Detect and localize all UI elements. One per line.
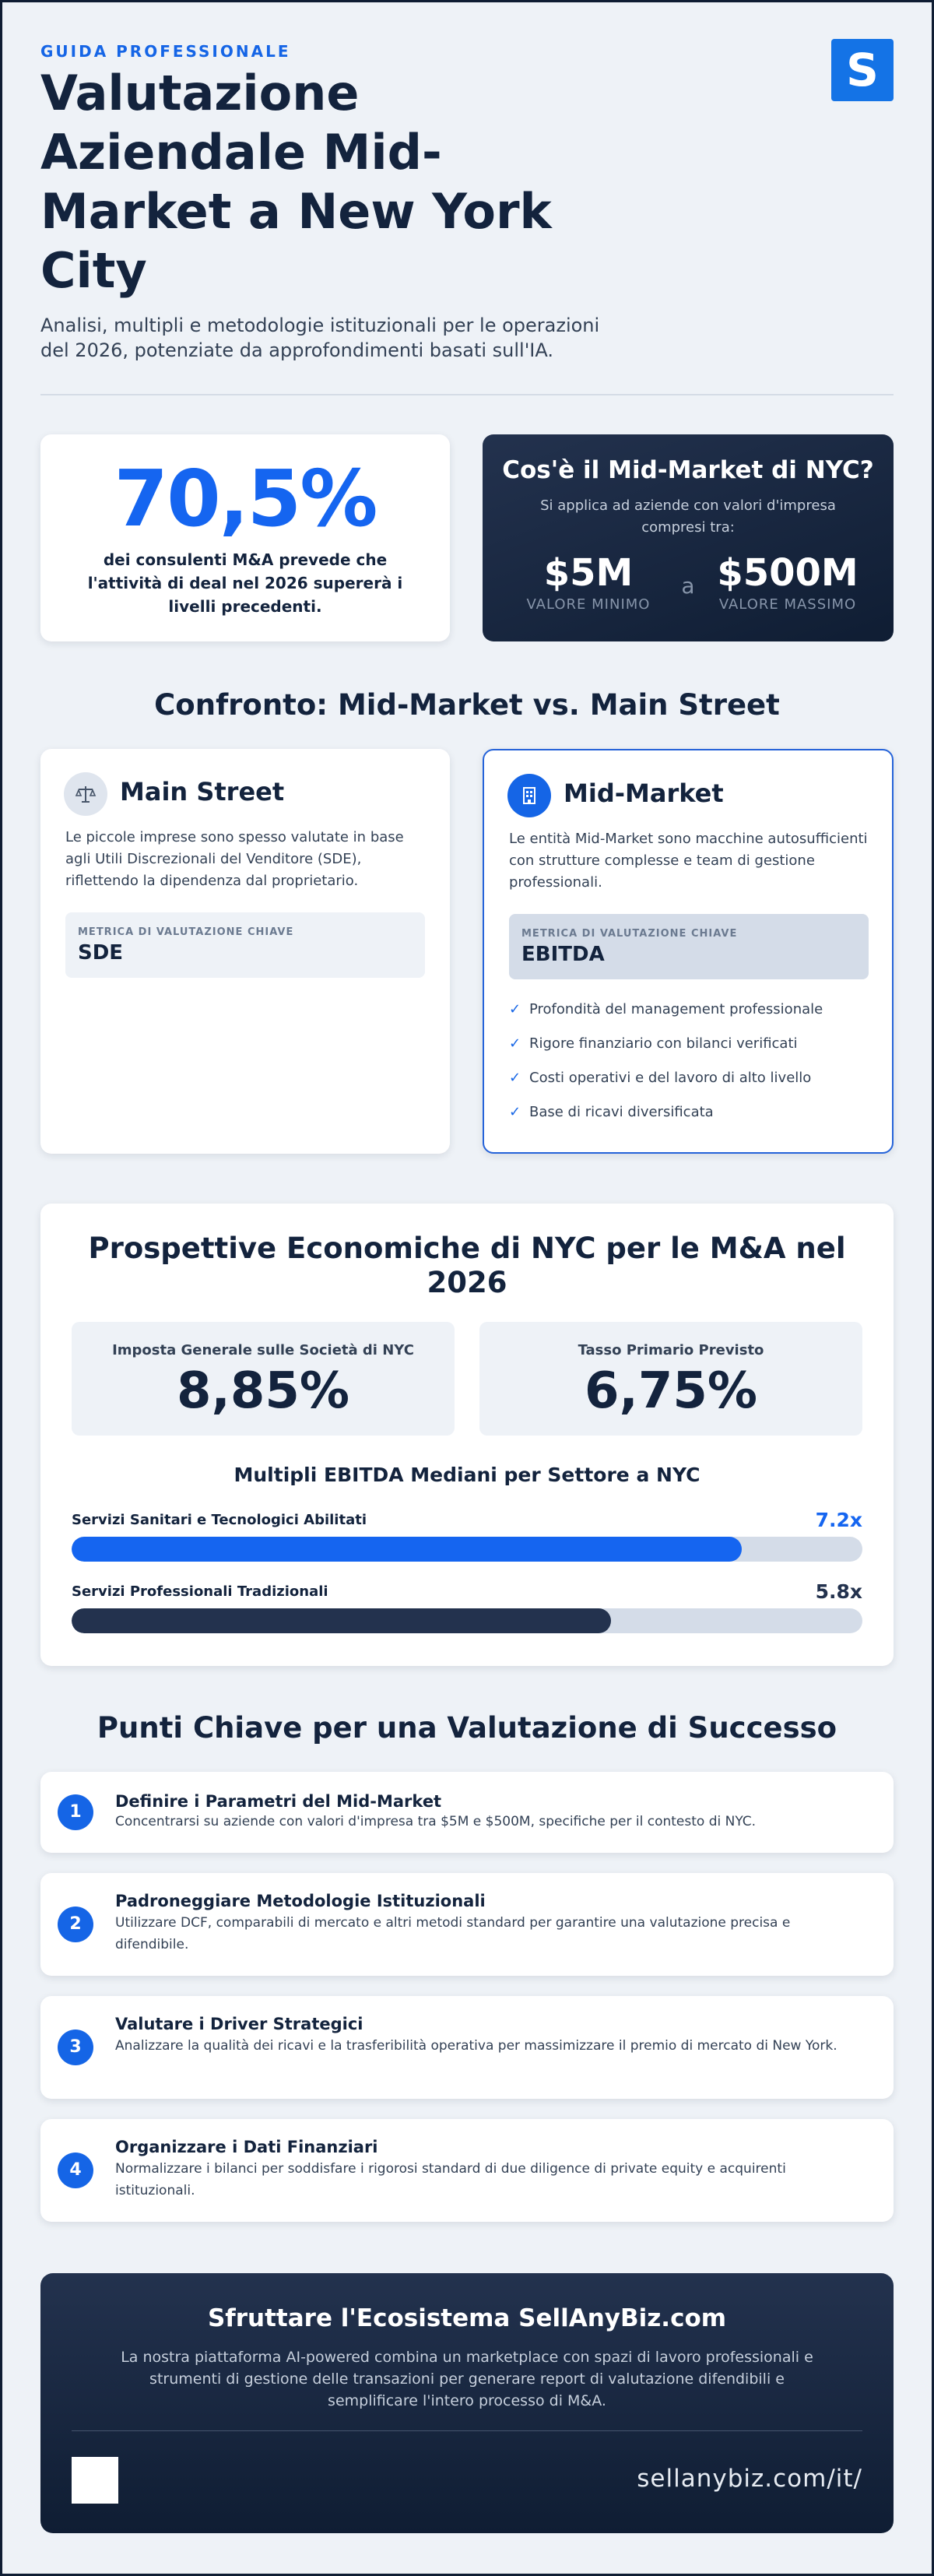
- step-title: Valutare i Driver Strategici: [115, 2015, 363, 2033]
- feature-label: Costi operativi e del lavoro di alto livello: [529, 1070, 812, 1086]
- bar-track: [72, 1537, 862, 1562]
- bar-row: [72, 1580, 862, 1641]
- main-street-description: Le piccole imprese sono spesso valutate in base agli Utili Discrezionali del Venditore (SDE), riflettendo la dipendenza dal proprietario.: [65, 829, 404, 889]
- main-street-card: [40, 749, 450, 1154]
- step-card: [40, 1996, 894, 2099]
- bar: [72, 1537, 742, 1562]
- step-card: [40, 1873, 894, 1976]
- feature-item: [509, 1070, 811, 1086]
- mid-market-card: [483, 749, 894, 1154]
- step-description: Analizzare la qualità dei ricavi e la trasferibilità operativa per massimizzare il premio di mercato di New York.: [115, 2038, 837, 2054]
- step-title: Definire i Parametri del Mid-Market: [115, 1792, 442, 1811]
- bar-row: [72, 1509, 862, 1569]
- check-icon: ✓: [509, 1035, 521, 1052]
- footer-title: Sfruttare l'Ecosistema SellAnyBiz.com: [207, 2304, 727, 2332]
- steps-title: Punti Chiave per una Valutazione di Successo: [97, 1711, 837, 1745]
- page-title: Valutazione Aziendale Mid-Market a New York City: [40, 65, 552, 299]
- comparison-title: Confronto: Mid-Market vs. Main Street: [154, 688, 780, 722]
- stat-value: 70,5%: [114, 453, 377, 544]
- page-subtitle: Analisi, multipli e metodologie istituzionali per le operazioni del 2026, potenziate da approfondimenti basati sull'IA.: [40, 315, 600, 361]
- range-min-label: VALORE MINIMO: [526, 596, 651, 613]
- step-number: 1: [58, 1794, 93, 1830]
- tax-box: [72, 1322, 455, 1436]
- check-icon: ✓: [509, 1001, 521, 1017]
- eyebrow-label: GUIDA PROFESSIONALE: [40, 42, 291, 61]
- bar-category-label: Servizi Sanitari e Tecnologici Abilitati: [72, 1512, 367, 1528]
- step-description: Utilizzare DCF, comparabili di mercato e altri metodi standard per garantire una valutazione precisa e difendibile.: [115, 1915, 791, 1952]
- rate-box: [479, 1322, 862, 1436]
- step-number: 3: [58, 2030, 93, 2065]
- value-range: [483, 551, 894, 621]
- rate-label: Tasso Primario Previsto: [578, 1342, 764, 1358]
- range-max: [710, 551, 866, 613]
- feature-label: Rigore finanziario con bilanci verificati: [529, 1035, 798, 1052]
- feature-label: Base di ricavi diversificata: [529, 1104, 714, 1120]
- mid-market-description: Le entità Mid-Market sono macchine autosufficienti con strutture complesse e team di gestione professionali.: [509, 831, 868, 891]
- definition-description: Si applica ad aziende con valori d'impresa compresi tra:: [540, 497, 836, 536]
- check-icon: ✓: [509, 1104, 521, 1120]
- step-title: Organizzare i Dati Finanziari: [115, 2138, 378, 2156]
- bar: [72, 1608, 611, 1633]
- step-card: [40, 2119, 894, 2222]
- stat-card: [40, 434, 450, 641]
- economics-card: [40, 1204, 894, 1666]
- qr-code-placeholder[interactable]: [72, 2457, 118, 2504]
- main-street-title: Main Street: [120, 777, 285, 807]
- metric-label: METRICA DI VALUTAZIONE CHIAVE: [78, 926, 294, 938]
- step-card: [40, 1772, 894, 1853]
- feature-item: [509, 1104, 714, 1120]
- bar-value-label: 5.8x: [815, 1580, 862, 1603]
- range-max-label: VALORE MASSIMO: [718, 596, 857, 613]
- footer-divider: [72, 2430, 862, 2431]
- range-min-value: $5M: [543, 551, 634, 595]
- step-number: 4: [58, 2153, 93, 2188]
- brand-logo[interactable]: S: [831, 39, 894, 101]
- range-separator: a: [681, 573, 695, 599]
- chart-title: Multipli EBITDA Mediani per Settore a NYC: [234, 1464, 700, 1486]
- rate-value: 6,75%: [584, 1362, 758, 1420]
- feature-item: [509, 1035, 798, 1052]
- step-number: 2: [58, 1907, 93, 1942]
- main-street-metric: [65, 912, 425, 978]
- feature-label: Profondità del management professionale: [529, 1001, 823, 1017]
- footer-url-link[interactable]: sellanybiz.com/it/: [637, 2465, 862, 2493]
- mid-market-metric: [509, 914, 869, 979]
- mid-market-title: Mid-Market: [564, 778, 724, 808]
- metric-value: SDE: [78, 941, 124, 965]
- header-divider: [40, 394, 894, 395]
- bar-track: [72, 1608, 862, 1633]
- metric-value: EBITDA: [521, 943, 605, 966]
- metric-label: METRICA DI VALUTAZIONE CHIAVE: [521, 928, 738, 940]
- bar-value-label: 7.2x: [815, 1509, 862, 1531]
- building-icon: [507, 774, 551, 817]
- tax-label: Imposta Generale sulle Società di NYC: [112, 1342, 414, 1358]
- footer-banner: [40, 2273, 894, 2533]
- tax-value: 8,85%: [176, 1362, 350, 1420]
- check-icon: ✓: [509, 1070, 521, 1086]
- feature-item: [509, 1001, 823, 1017]
- footer-description: La nostra piattaforma AI-powered combina un marketplace con spazi di lavoro professionali e strumenti di gestione delle transazioni per generare report di valutazione difendibili e semplificare l'intero processo di M&A.: [121, 2349, 813, 2409]
- range-min: [511, 551, 666, 613]
- stat-description: dei consulenti M&A prevede che l'attività di deal nel 2026 supererà i livelli precedenti.: [87, 550, 403, 616]
- economics-title: Prospettive Economiche di NYC per le M&A nel 2026: [88, 1232, 846, 1299]
- step-title: Padroneggiare Metodologie Istituzionali: [115, 1892, 486, 1910]
- bar-category-label: Servizi Professionali Tradizionali: [72, 1583, 328, 1600]
- scale-icon: [64, 772, 107, 816]
- range-max-value: $500M: [717, 551, 859, 595]
- definition-title: Cos'è il Mid-Market di NYC?: [502, 456, 874, 484]
- step-description: Normalizzare i bilanci per soddisfare i rigorosi standard di due diligence di private equity e acquirenti istituzionali.: [115, 2161, 786, 2198]
- step-description: Concentrarsi su aziende con valori d'impresa tra $5M e $500M, specifiche per il contesto di NYC.: [115, 1814, 757, 1829]
- definition-card: [483, 434, 894, 641]
